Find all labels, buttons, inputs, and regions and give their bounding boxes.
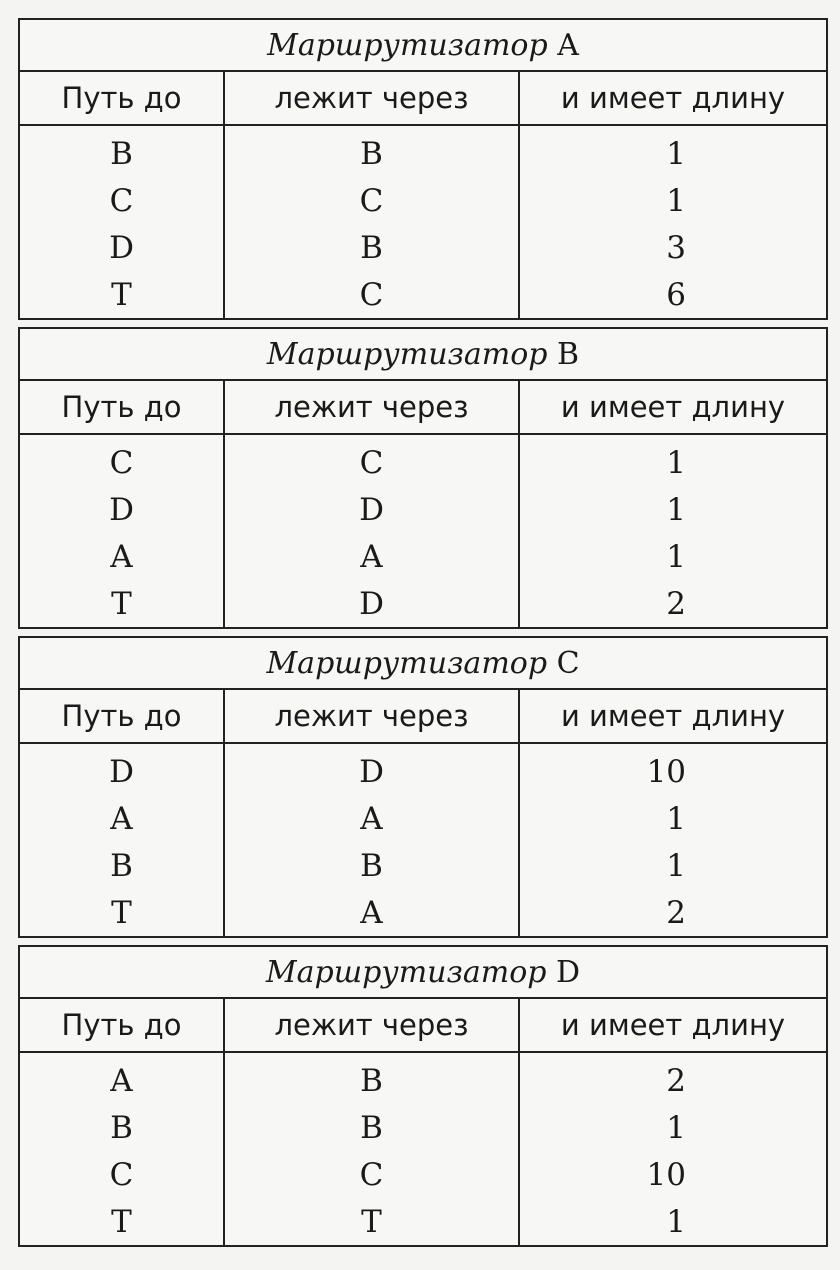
length-cell: 1 — [519, 1198, 827, 1246]
table-row — [19, 533, 827, 580]
router-table-a — [18, 18, 828, 320]
header-via: лежит через — [224, 71, 519, 125]
length-cell: 1 — [519, 842, 827, 889]
router-title-row — [19, 946, 827, 998]
header-via: лежит через — [224, 998, 519, 1052]
router-table-c — [18, 636, 828, 938]
destination-cell: A — [110, 1062, 133, 1099]
via-cell: C — [224, 434, 519, 486]
destination-cell: D — [109, 753, 134, 790]
length-cell: 2 — [519, 1052, 827, 1104]
header-destination: Путь до — [19, 998, 224, 1052]
via-cell: B — [224, 842, 519, 889]
router-title-id: B — [557, 336, 580, 372]
table-row — [19, 224, 827, 271]
length-cell: 1 — [519, 795, 827, 842]
router-title-name: Маршрутизатор — [266, 645, 548, 681]
via-cell: C — [224, 271, 519, 319]
length-cell: 6 — [519, 271, 827, 319]
length-cell: 1 — [519, 125, 827, 177]
via-cell: T — [224, 1198, 519, 1246]
router-title-id: D — [556, 954, 581, 990]
router-title — [19, 328, 827, 380]
destination-cell: A — [110, 800, 133, 837]
router-title-name: Маршрутизатор — [266, 336, 548, 372]
destination-cell: C — [109, 444, 134, 481]
router-title-row — [19, 19, 827, 71]
table-row — [19, 743, 827, 795]
via-cell: A — [224, 889, 519, 937]
router-title-id: A — [557, 27, 579, 63]
via-cell: D — [224, 580, 519, 628]
header-row — [19, 998, 827, 1052]
table-row — [19, 271, 827, 319]
header-destination: Путь до — [19, 71, 224, 125]
header-length: и имеет длину — [519, 689, 827, 743]
length-cell: 1 — [519, 533, 827, 580]
router-title-name: Маршрутизатор — [267, 27, 548, 63]
via-cell: D — [224, 486, 519, 533]
destination-cell: B — [110, 1109, 133, 1146]
via-cell: C — [224, 1151, 519, 1198]
length-cell: 1 — [519, 434, 827, 486]
router-title-name: Маршрутизатор — [265, 954, 547, 990]
destination-cell: B — [110, 135, 133, 172]
destination-cell: T — [111, 276, 132, 313]
table-row — [19, 842, 827, 889]
header-row — [19, 71, 827, 125]
via-cell: D — [224, 743, 519, 795]
via-cell: B — [224, 125, 519, 177]
table-row — [19, 177, 827, 224]
router-title-row — [19, 328, 827, 380]
table-row — [19, 1052, 827, 1104]
router-title — [19, 19, 827, 71]
router-title — [19, 946, 827, 998]
header-destination: Путь до — [19, 380, 224, 434]
header-length: и имеет длину — [519, 71, 827, 125]
table-row — [19, 486, 827, 533]
header-row — [19, 380, 827, 434]
header-destination: Путь до — [19, 689, 224, 743]
destination-cell: D — [109, 491, 134, 528]
via-cell: B — [224, 224, 519, 271]
length-cell: 2 — [519, 889, 827, 937]
router-table-d — [18, 945, 828, 1247]
length-cell: 10 — [519, 743, 827, 795]
length-cell: 1 — [519, 1104, 827, 1151]
length-cell: 1 — [519, 177, 827, 224]
table-row — [19, 580, 827, 628]
router-title-row — [19, 637, 827, 689]
length-cell: 10 — [519, 1151, 827, 1198]
length-cell: 1 — [519, 486, 827, 533]
table-row — [19, 889, 827, 937]
table-row — [19, 1151, 827, 1198]
destination-cell: T — [111, 894, 132, 931]
destination-cell: B — [110, 847, 133, 884]
via-cell: A — [224, 795, 519, 842]
destination-cell: C — [109, 182, 134, 219]
table-row — [19, 125, 827, 177]
destination-cell: T — [111, 585, 132, 622]
routing-tables — [18, 18, 826, 1254]
header-length: и имеет длину — [519, 380, 827, 434]
table-row — [19, 1198, 827, 1246]
table-row — [19, 1104, 827, 1151]
router-title-id: C — [556, 645, 580, 681]
via-cell: B — [224, 1052, 519, 1104]
destination-cell: C — [109, 1156, 134, 1193]
header-length: и имеет длину — [519, 998, 827, 1052]
via-cell: A — [224, 533, 519, 580]
header-via: лежит через — [224, 380, 519, 434]
header-row — [19, 689, 827, 743]
header-via: лежит через — [224, 689, 519, 743]
router-table-b — [18, 327, 828, 629]
table-row — [19, 434, 827, 486]
length-cell: 3 — [519, 224, 827, 271]
destination-cell: A — [110, 538, 133, 575]
length-cell: 2 — [519, 580, 827, 628]
router-title — [19, 637, 827, 689]
destination-cell: T — [111, 1203, 132, 1240]
via-cell: B — [224, 1104, 519, 1151]
table-row — [19, 795, 827, 842]
via-cell: C — [224, 177, 519, 224]
destination-cell: D — [109, 229, 134, 266]
